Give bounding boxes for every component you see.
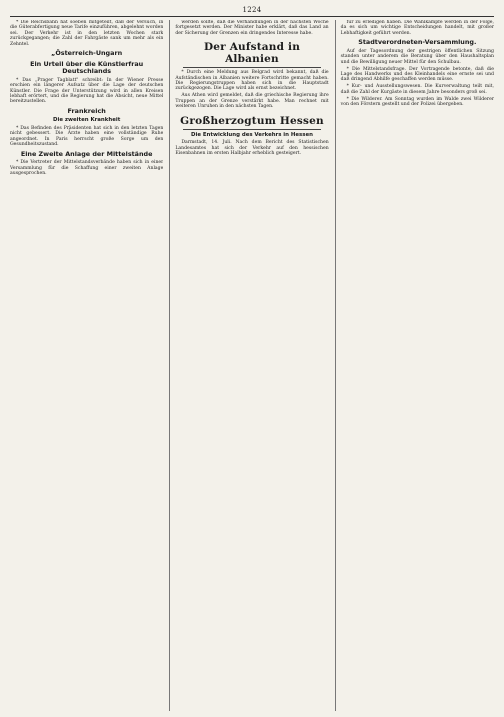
article-paragraph: * Kur- und Ausstellungswesen. Die Kurverwaltung teilt mit, daß die Zahl der Kurgäste in diesem Jahre besonders groß sei. [340,84,494,95]
article-paragraph: * Das Befinden des Präsidenten hat sich in den letzten Tagen nicht gebessert. Die Ärzte haben eine vollständige Ruhe angeordnet. In Paris herrscht große Sorge um den Gesundheitszustand. [10,126,164,148]
column-2 [169,20,328,711]
columns [10,20,494,711]
subheadline: Die zweiten Krankheit [53,117,121,124]
article-paragraph: * Durch eine Meldung aus Belgrad wird bekannt, daß die Aufständischen in Albanien weitere Fortschritte gemacht haben. Die Regierungstruppen haben sich in die Hauptstadt zurückgezogen. Die Lage wird als ernst bezeichnet. [175,70,329,92]
article-paragraph: * Das „Prager Tagblatt" schreibt: In der Wiener Presse erschien ein längerer Aufsatz über die Lage der deutschen Künstler. Die Frage der Unterstützung wird in allen Kreisen lebhaft erörtert, und die Regierung hat die Absicht, neue Mittel bereitzustellen. [10,77,164,105]
section-headline: Der Aufstand in Albanien [203,41,301,66]
headline: Frankreich [67,106,106,115]
article-paragraph: * Die Mittelstandsfrage. Der Vortragende betonte, daß die Lage des Handwerks und des Kleinhandels eine ernste sei und daß dringend Abhilfe geschaffen werden müsse. [340,66,494,83]
article-paragraph: * Die Wilderer. Am Sonntag wurden im Walde zwei Wilderer von den Förstern gestellt und der Polizei übergeben. [340,96,494,108]
article-paragraph: Auf der Tagesordnung der gestrigen öffentlichen Sitzung standen unter anderem die Beratung über den Haushaltsplan und die Bewilligung neuer Mittel für den Schulbau. [340,48,494,65]
column-3 [335,20,494,711]
section-headline: Großherzogtum Hessen [180,114,324,127]
section-rule [183,67,320,68]
article-paragraph: * Die Vertreter der Mittelstandsverbände haben sich in einer Versammlung für die Schaffung einer zweiten Anlage ausgesprochen. [10,160,164,177]
headline: Ein Urteil über die Künstlerfrau Deutschlands [30,59,144,76]
subheadline: Die Entwicklung des Verkehrs in Hessen [191,131,313,138]
column-1 [10,20,163,711]
article-paragraph: Aus Athen wird gemeldet, daß die griechische Regierung ihre Truppen an der Grenze verstärkt habe. Man rechnet mit weiteren Unruhen in den nächsten Tagen. [175,93,329,110]
article-paragraph: werden sollte, daß die Verhandlungen in der nächsten Woche fortgesetzt werden. Der Minister habe erklärt, daß das Land an der Sicherung der Grenzen ein dringendes Interesse habe. [175,20,329,36]
header-rule [10,16,494,17]
article-paragraph: * Die Reichsbahn hat soeben mitgeteilt, daß der Versuch, in die Güterabfertigung neue Tarife einzuführen, abgelehnt worden sei. Der Verkehr ist in den letzten Wochen stark zurückgegangen; die Zahl der Fahrgäste sank um mehr als ein Zehntel. [10,20,164,47]
headline: „Österreich-Ungarn [51,49,123,58]
headline: Stadtverordneten-Versammlung. [358,38,477,47]
article-paragraph: für zu erledigen haben. Die Wahlkämpfe werden in der Folge, da es sich um wichtige Entscheidungen handelt, mit großer Lebhaftigkeit geführt werden. [340,20,494,36]
headline: Eine Zweite Anlage der Mittelstände [20,149,153,158]
page-number: 1224 [242,6,262,14]
section-rule [183,129,320,130]
article-paragraph: Darmstadt, 14. Juli. Nach dem Bericht des Statistischen Landesamtes hat sich der Verkehr auf den hessischen Eisenbahnen im ersten Halbjahr erheblich gesteigert. [175,140,329,157]
